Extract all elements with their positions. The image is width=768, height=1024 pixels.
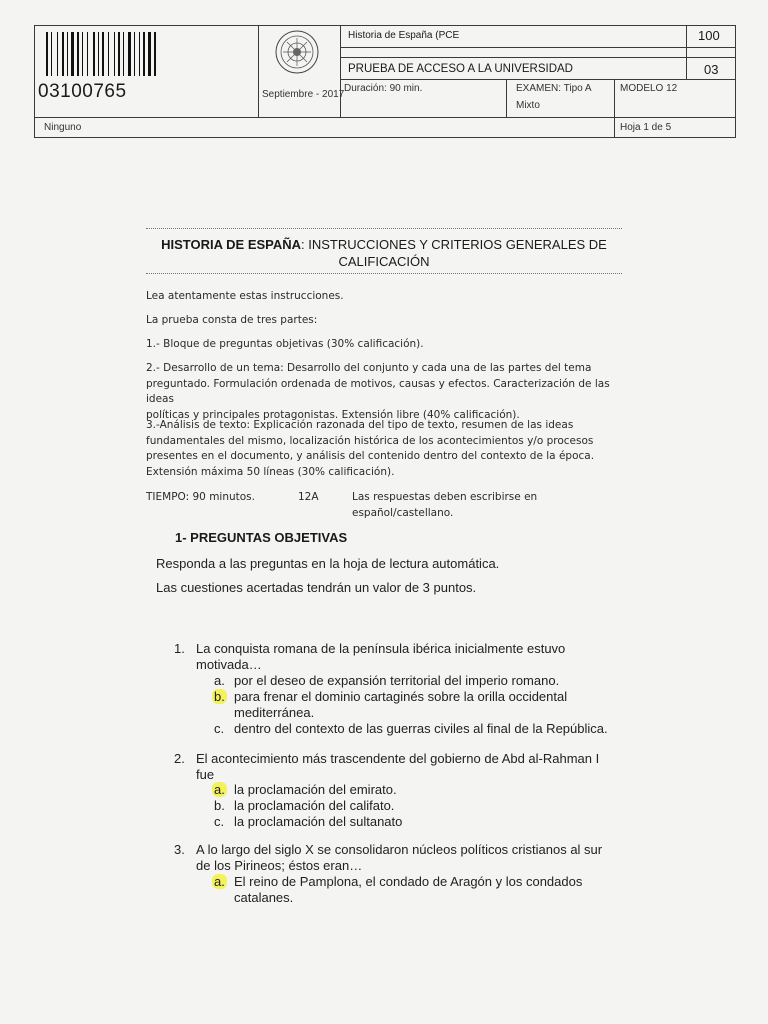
divider xyxy=(146,273,622,274)
option-letter: c. xyxy=(214,814,225,829)
section-instruction-2: Las cuestiones acertadas tendrán un valor de 3 puntos. xyxy=(156,580,477,595)
exam-title: PRUEBA DE ACCESO A LA UNIVERSIDAD xyxy=(348,63,573,75)
exam-date: Septiembre - 2017 xyxy=(262,89,345,100)
instruction-parts: La prueba consta de tres partes: xyxy=(146,314,318,326)
text-line: fundamentales del mismo, localización histórica de los acontecimientos y/o procesos xyxy=(146,434,594,447)
language-note: Las respuestas deben escribirse en español/castellano. xyxy=(352,491,538,519)
option-text: por el deseo de expansión territorial del imperio romano. xyxy=(234,673,560,688)
barcode-gap xyxy=(156,32,157,76)
instruction-time-row xyxy=(146,490,626,519)
question-text-cont: fue xyxy=(196,767,215,782)
option-2b[interactable] xyxy=(214,798,225,814)
title-rest: : INSTRUCCIONES Y CRITERIOS GENERALES DE xyxy=(301,237,607,252)
option-letter: c. xyxy=(214,721,225,736)
title-bold: HISTORIA DE ESPAÑA xyxy=(161,237,302,252)
option-2a-selected[interactable] xyxy=(212,782,227,798)
instruction-part-2 xyxy=(146,361,626,423)
option-1c[interactable] xyxy=(214,721,224,737)
barcode-number: 03100765 xyxy=(38,81,127,102)
barcode xyxy=(46,32,210,76)
option-text: la proclamación del califato. xyxy=(234,798,395,813)
subject-name: Historia de España (PCE xyxy=(348,30,460,41)
title-line2: CALIFICACIÓN xyxy=(338,254,430,269)
exam-model: MODELO 12 xyxy=(620,83,678,94)
question-text: A lo largo del siglo X se consolidaron núcleos políticos cristianos al sur xyxy=(196,842,603,857)
exam-code: 03 xyxy=(704,62,719,77)
option-2c[interactable] xyxy=(214,814,224,830)
university-seal-icon xyxy=(274,29,320,75)
option-letter-highlighted: a. xyxy=(214,782,225,797)
option-letter-highlighted: b. xyxy=(214,689,225,704)
exam-header xyxy=(34,25,736,138)
option-text-cont: catalanes. xyxy=(234,890,294,905)
question-2 xyxy=(174,751,600,767)
text-line: Extensión máxima 50 líneas (30% calificación). xyxy=(146,465,395,478)
text-line: preguntado. Formulación ordenada de motivos, causas y efectos. Caracterización de las ideas xyxy=(146,377,610,405)
question-text-cont: motivada… xyxy=(196,657,262,672)
header-footer-note: Ninguno xyxy=(44,122,82,133)
question-number: 1. xyxy=(174,641,185,656)
option-text: para frenar el dominio cartaginés sobre la orilla occidental xyxy=(234,689,568,704)
text-line: presentes en el documento, y análisis del contenido dentro del contexto de la época. xyxy=(146,450,595,462)
text-line: políticas y principales protagonistas. Extensión libre (40% calificación). xyxy=(146,408,520,421)
time-code: 12A xyxy=(298,491,319,503)
option-text: la proclamación del sultanato xyxy=(234,814,403,829)
question-number: 2. xyxy=(174,751,185,766)
question-text: El acontecimiento más trascendente del gobierno de Abd al-Rahman I xyxy=(196,751,600,766)
option-text-cont: mediterránea. xyxy=(234,705,315,720)
question-1 xyxy=(174,641,566,657)
option-text: la proclamación del emirato. xyxy=(234,782,397,797)
page-indicator: Hoja 1 de 5 xyxy=(620,122,672,133)
time-limit: TIEMPO: 90 minutos. xyxy=(146,491,255,503)
option-letter: b. xyxy=(214,798,225,813)
text-line: 2.- Desarrollo de un tema: Desarrollo del conjunto y cada una de las partes del tema xyxy=(146,362,592,374)
text-line: 3.-Análisis de texto: Explicación razonada del tipo de texto, resumen de las ideas xyxy=(146,419,574,431)
option-text: El reino de Pamplona, el condado de Aragón y los condados xyxy=(234,874,583,889)
option-letter: a. xyxy=(214,673,225,688)
section-title: 1- PREGUNTAS OBJETIVAS xyxy=(175,530,348,545)
exam-type: EXAMEN: Tipo A xyxy=(516,83,592,94)
option-letter-highlighted: a. xyxy=(214,874,225,889)
instruction-intro: Lea atentamente estas instrucciones. xyxy=(146,290,344,302)
question-text-cont: de los Pirineos; éstos eran… xyxy=(196,858,363,873)
question-number: 3. xyxy=(174,842,185,857)
option-1a[interactable] xyxy=(214,673,225,689)
page-title xyxy=(146,236,622,270)
question-text: La conquista romana de la península ibérica inicialmente estuvo xyxy=(196,641,566,656)
instruction-part-1: 1.- Bloque de preguntas objetivas (30% calificación). xyxy=(146,338,424,350)
question-3 xyxy=(174,842,603,858)
instruction-part-3 xyxy=(146,418,626,480)
option-3a-selected[interactable] xyxy=(212,874,227,890)
subject-code: 100 xyxy=(698,28,720,43)
exam-mode: Mixto xyxy=(516,100,540,111)
option-1b-selected[interactable] xyxy=(212,689,227,705)
section-instruction-1: Responda a las preguntas en la hoja de lectura automática. xyxy=(156,556,500,571)
divider xyxy=(146,228,622,229)
exam-duration: Duración: 90 min. xyxy=(344,83,423,94)
option-text: dentro del contexto de las guerras civiles al final de la República. xyxy=(234,721,608,736)
